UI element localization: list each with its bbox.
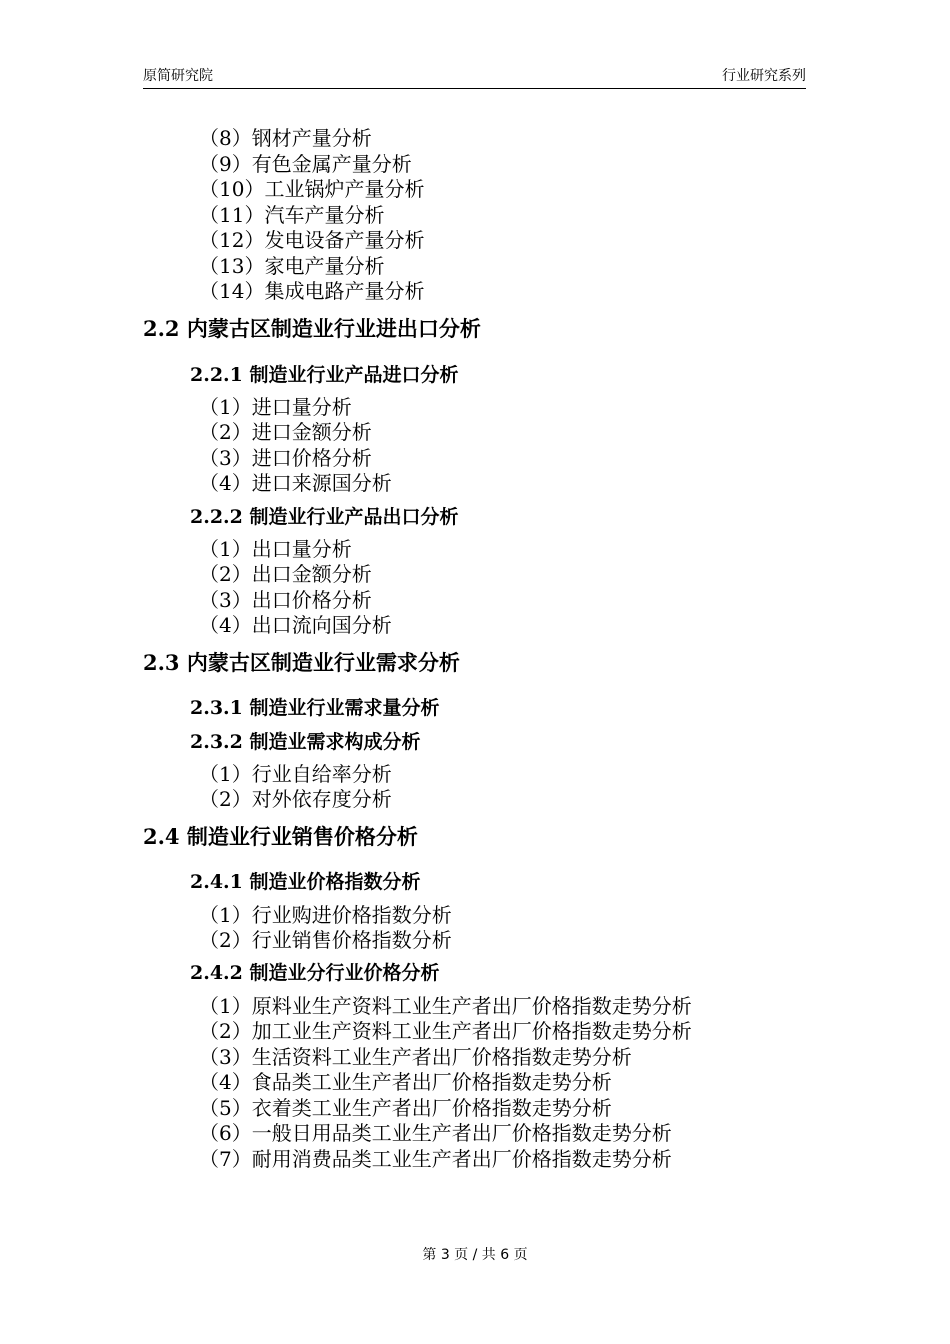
outline-item: （3）进口价格分析 — [199, 446, 372, 470]
outline-item: （14）集成电路产量分析 — [199, 279, 425, 303]
outline-item: （3）出口价格分析 — [199, 588, 372, 612]
outline-item: （3）生活资料工业生产者出厂价格指数走势分析 — [199, 1045, 632, 1069]
outline-item: （11）汽车产量分析 — [199, 203, 385, 227]
subsection-heading: 2.3.2 制造业需求构成分析 — [190, 731, 421, 753]
outline-item: （9）有色金属产量分析 — [199, 152, 412, 176]
section-heading: 2.2 内蒙古区制造业行业进出口分析 — [143, 316, 481, 341]
outline-item: （7）耐用消费品类工业生产者出厂价格指数走势分析 — [199, 1147, 672, 1171]
outline-item: （4）进口来源国分析 — [199, 471, 392, 495]
section-heading: 2.4 制造业行业销售价格分析 — [143, 824, 418, 849]
outline-item: （8）钢材产量分析 — [199, 126, 372, 150]
outline-item: （10）工业锅炉产量分析 — [199, 177, 425, 201]
outline-item: （12）发电设备产量分析 — [199, 228, 425, 252]
outline-item: （1）进口量分析 — [199, 395, 352, 419]
outline-item: （5）衣着类工业生产者出厂价格指数走势分析 — [199, 1096, 612, 1120]
outline-item: （4）食品类工业生产者出厂价格指数走势分析 — [199, 1070, 612, 1094]
outline-item: （2）出口金额分析 — [199, 562, 372, 586]
outline-item: （4）出口流向国分析 — [199, 613, 392, 637]
outline-item: （6）一般日用品类工业生产者出厂价格指数走势分析 — [199, 1121, 672, 1145]
header-right-text: 行业研究系列 — [722, 68, 806, 84]
outline-item: （2）对外依存度分析 — [199, 787, 392, 811]
header-left-text: 原简研究院 — [143, 68, 213, 84]
subsection-heading: 2.2.1 制造业行业产品进口分析 — [190, 364, 459, 386]
subsection-heading: 2.2.2 制造业行业产品出口分析 — [190, 506, 459, 528]
section-heading: 2.3 内蒙古区制造业行业需求分析 — [143, 650, 460, 675]
subsection-heading: 2.4.2 制造业分行业价格分析 — [190, 962, 440, 984]
outline-item: （2）加工业生产资料工业生产者出厂价格指数走势分析 — [199, 1019, 692, 1043]
outline-item: （1）出口量分析 — [199, 537, 352, 561]
outline-item: （1）行业购进价格指数分析 — [199, 903, 452, 927]
subsection-heading: 2.4.1 制造业价格指数分析 — [190, 871, 421, 893]
page-number-footer: 第 3 页 / 共 6 页 — [422, 1247, 528, 1263]
outline-item: （2）进口金额分析 — [199, 420, 372, 444]
subsection-heading: 2.3.1 制造业行业需求量分析 — [190, 697, 440, 719]
outline-item: （2）行业销售价格指数分析 — [199, 928, 452, 952]
header-divider — [143, 88, 806, 89]
outline-item: （1）原料业生产资料工业生产者出厂价格指数走势分析 — [199, 994, 692, 1018]
outline-item: （13）家电产量分析 — [199, 254, 385, 278]
outline-item: （1）行业自给率分析 — [199, 762, 392, 786]
